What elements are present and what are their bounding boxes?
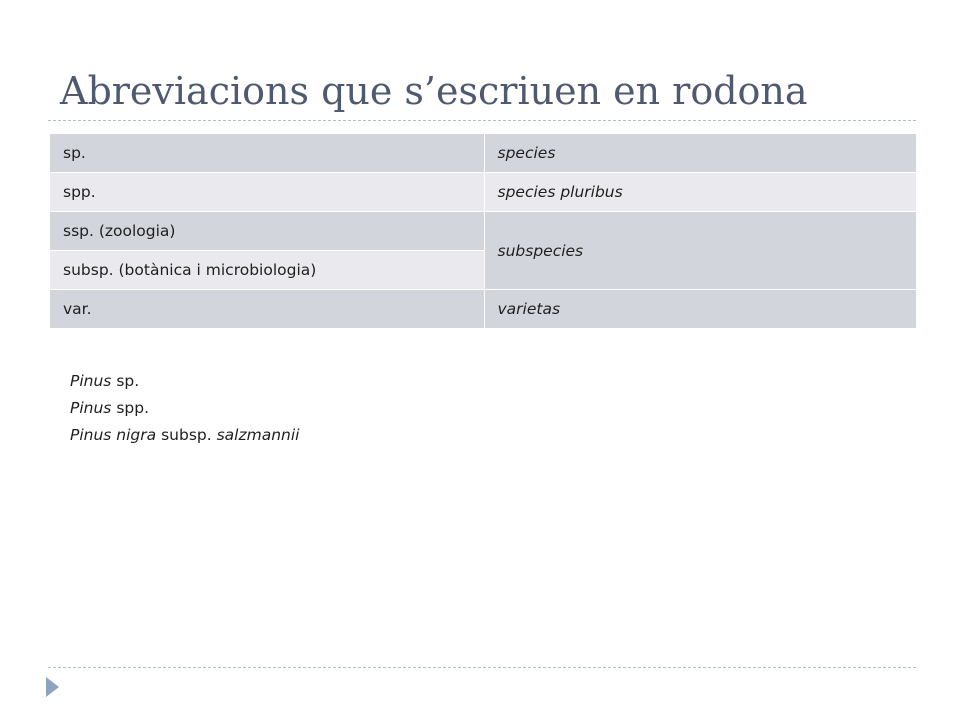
abbreviation-cell: subsp. (botànica i microbiologia) <box>50 251 484 290</box>
table-row <box>50 212 916 251</box>
example-line <box>70 395 299 422</box>
genus-name: Pinus <box>70 399 112 417</box>
example-line <box>70 422 299 449</box>
meaning-cell: species <box>484 134 916 173</box>
title-divider <box>48 120 916 121</box>
abbreviation-cell: sp. <box>50 134 484 173</box>
triangle-right-icon <box>46 677 59 697</box>
meaning-cell: varietas <box>484 290 916 329</box>
table-row <box>50 134 916 173</box>
genus-name: Pinus <box>70 372 112 390</box>
abbreviations-table <box>50 134 917 329</box>
rank-abbreviation: sp. <box>111 372 140 390</box>
meaning-cell: subspecies <box>484 212 916 290</box>
slide-title: Abreviacions que s’escriuen en rodona <box>60 69 808 113</box>
abbreviation-cell: var. <box>50 290 484 329</box>
abbreviation-cell: ssp. (zoologia) <box>50 212 484 251</box>
species-name: Pinus nigra <box>70 426 157 444</box>
table-row <box>50 290 916 329</box>
meaning-cell: species pluribus <box>484 173 916 212</box>
rank-abbreviation: subsp. <box>156 426 217 444</box>
footer-divider <box>48 667 916 668</box>
rank-abbreviation: spp. <box>111 399 149 417</box>
example-line <box>70 368 299 395</box>
table-row <box>50 173 916 212</box>
examples-list <box>70 368 299 449</box>
abbreviation-cell: spp. <box>50 173 484 212</box>
subspecies-epithet: salzmannii <box>216 426 300 444</box>
